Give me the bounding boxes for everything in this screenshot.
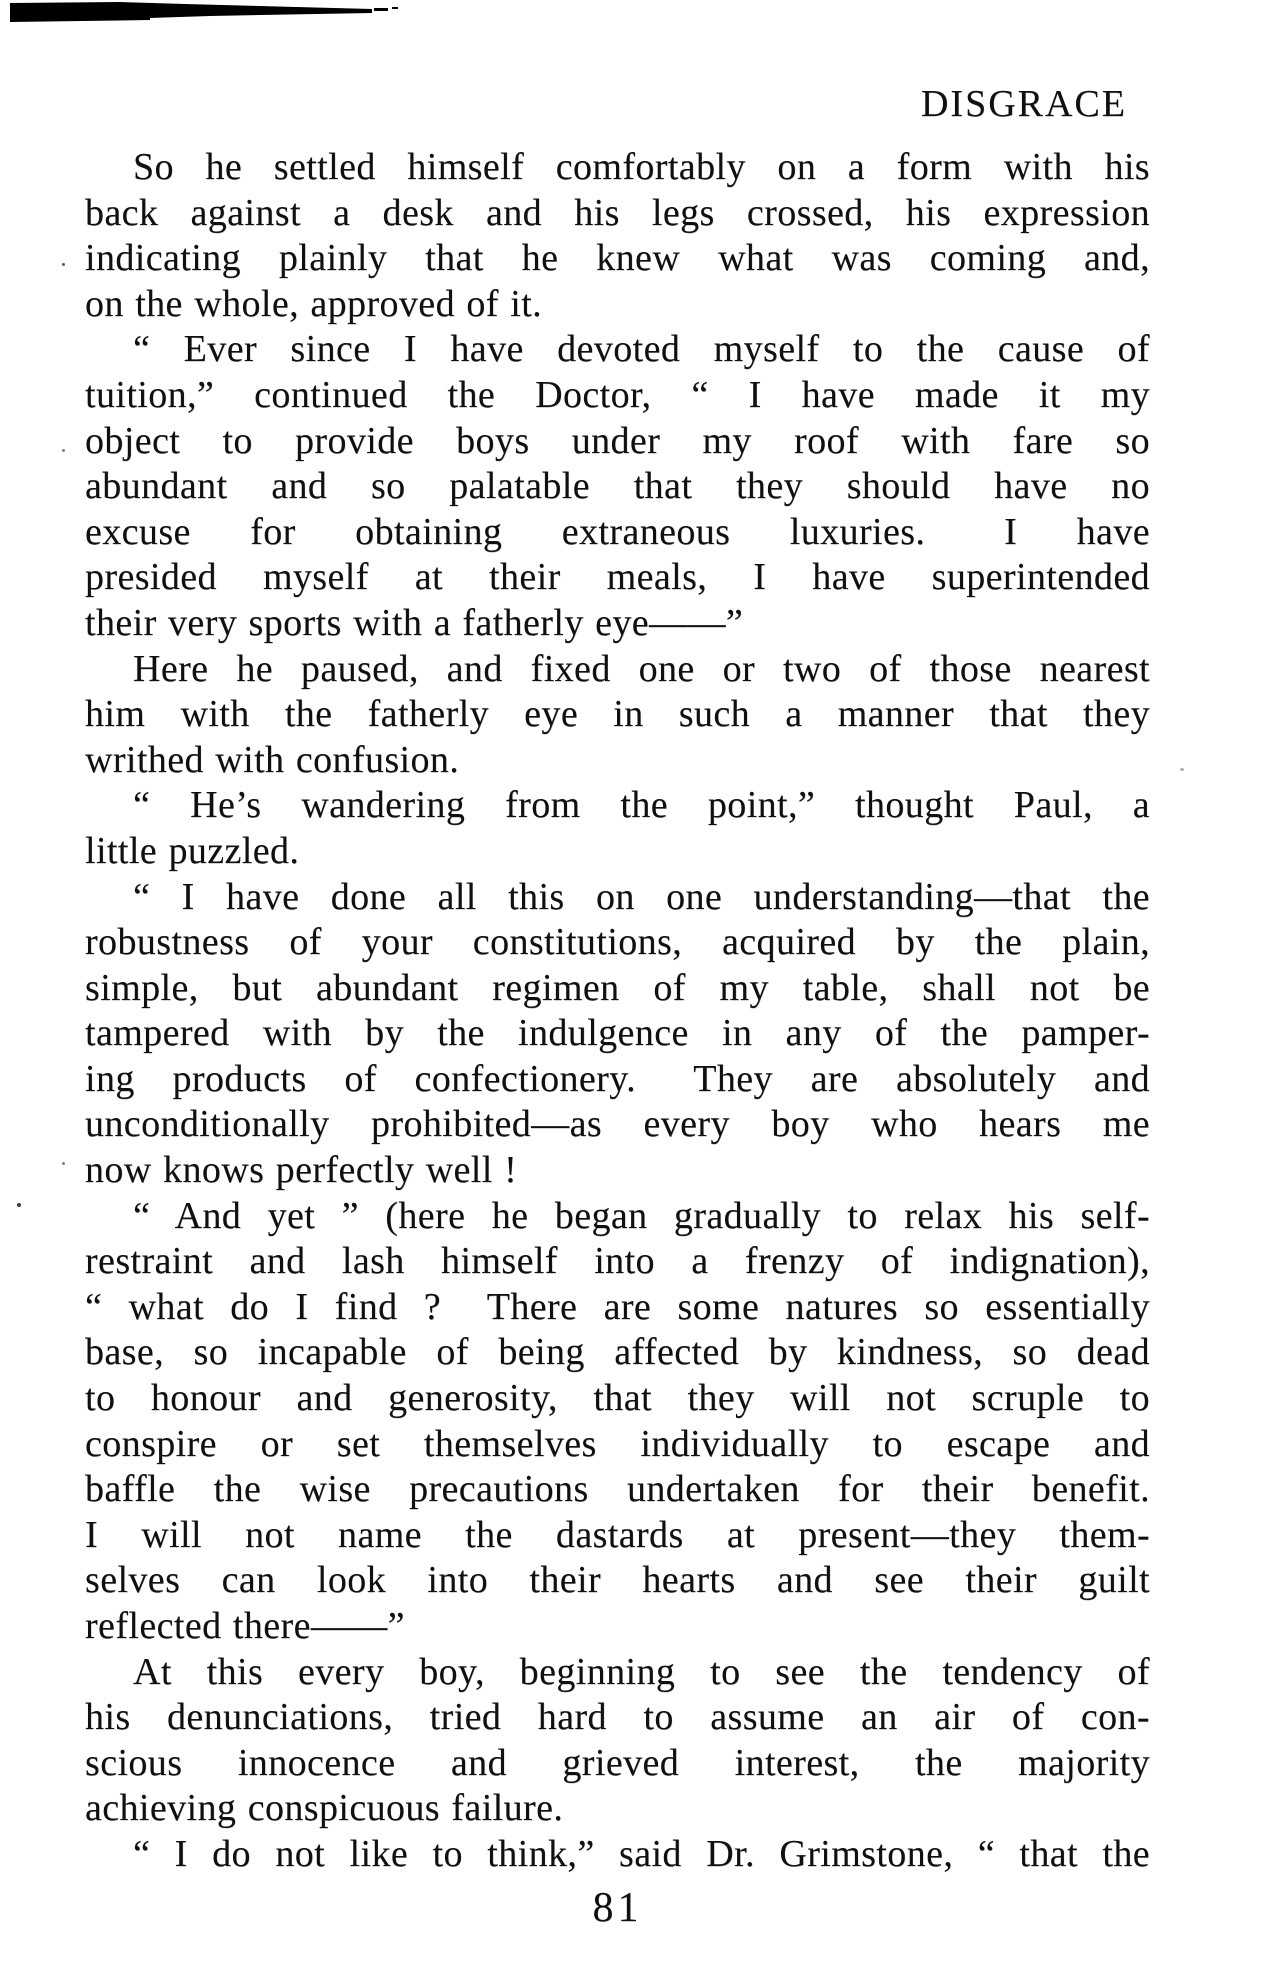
text-line: presided myself at their meals, I have superintended <box>85 556 1150 599</box>
text-line: their very sports with a fatherly eye——” <box>85 601 744 644</box>
text-line: tuition,” continued the Doctor, “ I have made it my <box>85 373 1150 416</box>
text-line: “ And yet ” (here he began gradually to relax his self- <box>133 1194 1150 1237</box>
page-number: 81 <box>592 1885 643 1931</box>
text-line: “ I do not like to think,” said Dr. Grimstone, “ that the <box>133 1832 1150 1875</box>
text-line: indicating plainly that he knew what was coming and, <box>85 237 1150 280</box>
scan-speck <box>17 1203 21 1207</box>
text-line: ing products of confectionery. They are absolutely and <box>85 1057 1150 1100</box>
text-line: abundant and so palatable that they should have no <box>85 465 1150 508</box>
scan-speck <box>62 1162 65 1165</box>
text-line: reflected there——” <box>85 1605 405 1647</box>
text-line: restraint and lash himself into a frenzy of indignation), <box>85 1240 1150 1283</box>
scan-speck <box>62 449 65 452</box>
text-line: conspire or set themselves individually to escape and <box>85 1422 1150 1465</box>
text-line: base, so incapable of being affected by kindness, so dead <box>85 1331 1150 1374</box>
text-line: “ Ever since I have devoted myself to the cause of <box>133 328 1150 371</box>
text-line: “ what do I find ? There are some natures so essentially <box>85 1285 1150 1328</box>
text-line: “ I have done all this on one understanding—that the <box>133 875 1150 918</box>
text-line: writhed with confusion. <box>85 738 460 781</box>
text-line: So he settled himself comfortably on a form with his <box>133 146 1150 188</box>
running-head: DISGRACE <box>920 83 1127 125</box>
text-line: scious innocence and grieved interest, the majority <box>85 1741 1150 1784</box>
scan-smudge-artifact <box>0 0 410 26</box>
text-line: I will not name the dastards at present—they them- <box>85 1513 1150 1556</box>
text-line: baffle the wise precautions undertaken for their benefit. <box>85 1468 1150 1511</box>
text-line: tampered with by the indulgence in any of the pamper- <box>85 1012 1150 1055</box>
text-line: on the whole, approved of it. <box>85 282 543 325</box>
text-line: back against a desk and his legs crossed, his expression <box>85 191 1150 234</box>
scan-speck <box>1180 768 1184 771</box>
text-line: now knows perfectly well ! <box>85 1149 518 1192</box>
text-line: his denunciations, tried hard to assume an air of con- <box>85 1696 1150 1739</box>
text-line: little puzzled. <box>85 829 300 872</box>
text-line: “ He’s wandering from the point,” thought Paul, a <box>133 784 1150 827</box>
text-line: object to provide boys under my roof with fare so <box>85 419 1150 462</box>
scan-speck <box>62 263 65 266</box>
text-line: him with the fatherly eye in such a manner that they <box>85 693 1150 736</box>
text-line: Here he paused, and fixed one or two of those nearest <box>133 647 1150 690</box>
page-text <box>85 145 1150 1878</box>
text-line: simple, but abundant regimen of my table, shall not be <box>85 966 1150 1009</box>
text-line: selves can look into their hearts and see their guilt <box>85 1559 1150 1602</box>
text-line: unconditionally prohibited—as every boy who hears me <box>85 1103 1150 1146</box>
text-line: to honour and generosity, that they will not scruple to <box>85 1377 1150 1420</box>
text-line: excuse for obtaining extraneous luxuries. I have <box>85 510 1150 553</box>
text-line: At this every boy, beginning to see the tendency of <box>133 1650 1150 1693</box>
text-line: robustness of your constitutions, acquired by the plain, <box>85 921 1150 964</box>
smudge-shape <box>0 0 410 26</box>
text-line: achieving conspicuous failure. <box>85 1787 564 1830</box>
